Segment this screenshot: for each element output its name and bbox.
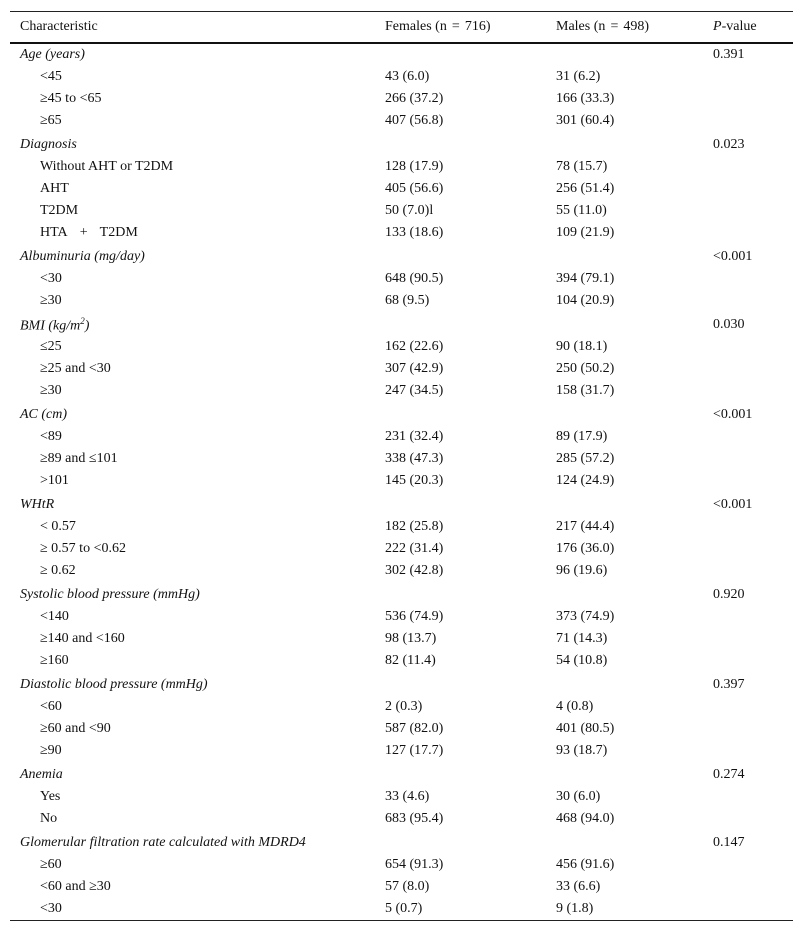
table-row [10, 222, 793, 244]
empty-cell [703, 696, 793, 718]
empty-cell [375, 312, 546, 336]
males-value: 30 (6.0) [556, 789, 601, 804]
row-label: ≥89 and ≤101 [40, 451, 118, 466]
males-value: 93 (18.7) [556, 743, 608, 758]
females-value: 82 (11.4) [385, 653, 436, 668]
empty-cell [375, 132, 546, 156]
header-females-n: 716) [464, 19, 491, 34]
row-label: <140 [40, 609, 69, 624]
empty-cell [546, 762, 703, 786]
row-label: <60 [40, 699, 62, 714]
header-males [546, 12, 703, 43]
table-row [10, 740, 793, 762]
header-females-prefix: Females (n [385, 19, 447, 34]
table-row [10, 516, 793, 538]
males-value: 401 (80.5) [556, 721, 615, 736]
header-row [10, 12, 793, 43]
empty-cell [703, 290, 793, 312]
females-value: 654 (91.3) [385, 857, 444, 872]
table-row [10, 448, 793, 470]
empty-cell [703, 268, 793, 290]
empty-cell [703, 178, 793, 200]
empty-cell [703, 876, 793, 898]
males-value: 33 (6.6) [556, 879, 601, 894]
females-value: 128 (17.9) [385, 159, 444, 174]
table-row [10, 876, 793, 898]
females-value: 648 (90.5) [385, 271, 444, 286]
group-label-end: ) [84, 318, 90, 334]
empty-cell [703, 898, 793, 920]
empty-cell [546, 312, 703, 336]
males-value: 468 (94.0) [556, 811, 615, 826]
table-row [10, 808, 793, 830]
empty-cell [703, 470, 793, 492]
empty-cell [703, 606, 793, 628]
females-value: 68 (9.5) [385, 293, 430, 308]
row-label: ≥65 [40, 113, 62, 128]
males-value: 176 (36.0) [556, 541, 615, 556]
females-value: 247 (34.5) [385, 383, 444, 398]
group-row [10, 312, 793, 336]
table-row [10, 718, 793, 740]
empty-cell [375, 582, 546, 606]
females-value: 5 (0.7) [385, 901, 423, 916]
row-label: <30 [40, 271, 62, 286]
row-label: <30 [40, 901, 62, 916]
males-value: 54 (10.8) [556, 653, 608, 668]
empty-cell [546, 582, 703, 606]
males-value: 104 (20.9) [556, 293, 615, 308]
table-row [10, 178, 793, 200]
row-label: ≥45 to <65 [40, 91, 102, 106]
p-value: 0.030 [713, 317, 745, 332]
males-value: 285 (57.2) [556, 451, 615, 466]
table-row [10, 66, 793, 88]
females-value: 2 (0.3) [385, 699, 423, 714]
p-value: 0.147 [713, 835, 745, 850]
table-row [10, 854, 793, 876]
row-label: ≥60 and <90 [40, 721, 111, 736]
males-value: 96 (19.6) [556, 563, 608, 578]
group-row [10, 43, 793, 66]
group-label-superscript: 2 [80, 315, 85, 326]
row-label: <45 [40, 69, 62, 84]
group-label: Systolic blood pressure (mmHg) [20, 587, 200, 602]
group-label: Albuminuria (mg/day) [20, 249, 145, 264]
empty-cell [375, 762, 546, 786]
females-value: 33 (4.6) [385, 789, 430, 804]
empty-cell [546, 402, 703, 426]
header-females-eq: = [451, 19, 460, 34]
empty-cell [703, 718, 793, 740]
header-p-value [703, 12, 793, 43]
females-value: 407 (56.8) [385, 113, 444, 128]
males-value: 394 (79.1) [556, 271, 615, 286]
group-label: Diagnosis [20, 137, 77, 152]
header-p-suffix: -value [721, 19, 757, 34]
empty-cell [703, 156, 793, 178]
males-value: 4 (0.8) [556, 699, 594, 714]
table-row [10, 470, 793, 492]
table-row [10, 268, 793, 290]
group-row [10, 132, 793, 156]
p-value: <0.001 [713, 249, 753, 264]
row-label: ≥140 and <160 [40, 631, 125, 646]
empty-cell [703, 650, 793, 672]
empty-cell [703, 786, 793, 808]
row-label: >101 [40, 473, 69, 488]
table-row [10, 606, 793, 628]
p-value: 0.391 [713, 47, 745, 62]
empty-cell [703, 538, 793, 560]
empty-cell [546, 244, 703, 268]
table-row [10, 156, 793, 178]
males-value: 89 (17.9) [556, 429, 608, 444]
empty-cell [375, 672, 546, 696]
table-row [10, 650, 793, 672]
table-row [10, 786, 793, 808]
females-value: 266 (37.2) [385, 91, 444, 106]
empty-cell [703, 222, 793, 244]
empty-cell [703, 110, 793, 132]
empty-cell [703, 628, 793, 650]
males-value: 158 (31.7) [556, 383, 615, 398]
females-value: 133 (18.6) [385, 225, 444, 240]
males-value: 124 (24.9) [556, 473, 615, 488]
empty-cell [375, 830, 546, 854]
row-label: ≤25 [40, 339, 62, 354]
empty-cell [375, 402, 546, 426]
table-row [10, 898, 793, 920]
table-row [10, 628, 793, 650]
group-label: AC (cm) [20, 407, 68, 422]
empty-cell [703, 448, 793, 470]
row-label: ≥90 [40, 743, 62, 758]
males-value: 71 (14.3) [556, 631, 608, 646]
males-value: 301 (60.4) [556, 113, 615, 128]
females-value: 98 (13.7) [385, 631, 437, 646]
table-row [10, 358, 793, 380]
row-label: ≥30 [40, 293, 62, 308]
row-label: <60 and ≥30 [40, 879, 111, 894]
group-row [10, 762, 793, 786]
males-value: 456 (91.6) [556, 857, 615, 872]
empty-cell [546, 132, 703, 156]
row-label-part: T2DM [99, 225, 138, 240]
data-table [10, 12, 793, 920]
row-label: ≥160 [40, 653, 69, 668]
p-value: 0.023 [713, 137, 745, 152]
row-label: ≥60 [40, 857, 62, 872]
row-label: ≥30 [40, 383, 62, 398]
males-value: 250 (50.2) [556, 361, 615, 376]
table-row [10, 336, 793, 358]
row-label: No [40, 811, 58, 826]
empty-cell [703, 808, 793, 830]
p-value: <0.001 [713, 407, 753, 422]
p-value: 0.274 [713, 767, 745, 782]
header-characteristic: Characteristic [10, 12, 375, 43]
empty-cell [375, 43, 546, 66]
row-label: < 0.57 [40, 519, 76, 534]
empty-cell [703, 426, 793, 448]
row-label-part: HTA [40, 225, 68, 240]
empty-cell [546, 43, 703, 66]
table-row [10, 696, 793, 718]
empty-cell [546, 492, 703, 516]
group-label: Diastolic blood pressure (mmHg) [20, 677, 208, 692]
row-label: <89 [40, 429, 62, 444]
females-value: 536 (74.9) [385, 609, 444, 624]
males-value: 109 (21.9) [556, 225, 615, 240]
females-value: 43 (6.0) [385, 69, 430, 84]
empty-cell [546, 672, 703, 696]
p-value: <0.001 [713, 497, 753, 512]
group-row [10, 492, 793, 516]
group-row [10, 402, 793, 426]
females-value: 338 (47.3) [385, 451, 444, 466]
row-label: Without AHT or T2DM [40, 159, 174, 174]
males-value: 31 (6.2) [556, 69, 601, 84]
females-value: 231 (32.4) [385, 429, 444, 444]
males-value: 166 (33.3) [556, 91, 615, 106]
empty-cell [703, 516, 793, 538]
group-row [10, 244, 793, 268]
females-value: 222 (31.4) [385, 541, 444, 556]
header-females [375, 12, 546, 43]
group-label: WHtR [20, 497, 55, 512]
group-label [10, 312, 375, 336]
males-value: 55 (11.0) [556, 203, 607, 218]
females-value: 683 (95.4) [385, 811, 444, 826]
group-label: Age (years) [20, 47, 85, 62]
table-row [10, 380, 793, 402]
empty-cell [703, 740, 793, 762]
row-label: T2DM [40, 203, 79, 218]
females-value: 587 (82.0) [385, 721, 444, 736]
empty-cell [703, 358, 793, 380]
females-value: 302 (42.8) [385, 563, 444, 578]
header-males-n: 498) [623, 19, 650, 34]
row-label [10, 222, 375, 244]
females-value: 182 (25.8) [385, 519, 444, 534]
females-value: 57 (8.0) [385, 879, 430, 894]
header-males-prefix: Males (n [556, 19, 606, 34]
table-row [10, 560, 793, 582]
row-label-operator: + [79, 225, 88, 240]
characteristics-table [10, 11, 793, 921]
table-row [10, 290, 793, 312]
females-value: 145 (20.3) [385, 473, 444, 488]
table-row [10, 200, 793, 222]
males-value: 78 (15.7) [556, 159, 608, 174]
row-label: AHT [40, 181, 69, 196]
empty-cell [703, 66, 793, 88]
p-value: 0.397 [713, 677, 745, 692]
row-label: ≥25 and <30 [40, 361, 111, 376]
table-row [10, 426, 793, 448]
row-label: ≥ 0.62 [40, 563, 76, 578]
row-label: ≥ 0.57 to <0.62 [40, 541, 126, 556]
empty-cell [703, 380, 793, 402]
empty-cell [703, 88, 793, 110]
table-row [10, 110, 793, 132]
empty-cell [703, 854, 793, 876]
females-value: 50 (7.0)l [385, 203, 434, 218]
empty-cell [703, 200, 793, 222]
females-value: 307 (42.9) [385, 361, 444, 376]
empty-cell [703, 560, 793, 582]
header-p-letter: P [713, 19, 722, 34]
p-value: 0.920 [713, 587, 745, 602]
empty-cell [546, 830, 703, 854]
males-value: 256 (51.4) [556, 181, 615, 196]
table-row [10, 538, 793, 560]
females-value: 162 (22.6) [385, 339, 444, 354]
header-males-eq: = [610, 19, 619, 34]
males-value: 373 (74.9) [556, 609, 615, 624]
table-row [10, 88, 793, 110]
row-label: Yes [40, 789, 61, 804]
empty-cell [375, 492, 546, 516]
group-row [10, 582, 793, 606]
males-value: 90 (18.1) [556, 339, 608, 354]
males-value: 217 (44.4) [556, 519, 615, 534]
group-label-text: BMI (kg/m [20, 318, 81, 334]
group-label: Anemia [20, 767, 63, 782]
males-value: 9 (1.8) [556, 901, 594, 916]
group-row [10, 830, 793, 854]
table-body [10, 43, 793, 920]
group-row [10, 672, 793, 696]
empty-cell [375, 244, 546, 268]
group-label: Glomerular filtration rate calculated with MDRD4 [20, 835, 306, 850]
empty-cell [703, 336, 793, 358]
females-value: 127 (17.7) [385, 743, 444, 758]
females-value: 405 (56.6) [385, 181, 444, 196]
